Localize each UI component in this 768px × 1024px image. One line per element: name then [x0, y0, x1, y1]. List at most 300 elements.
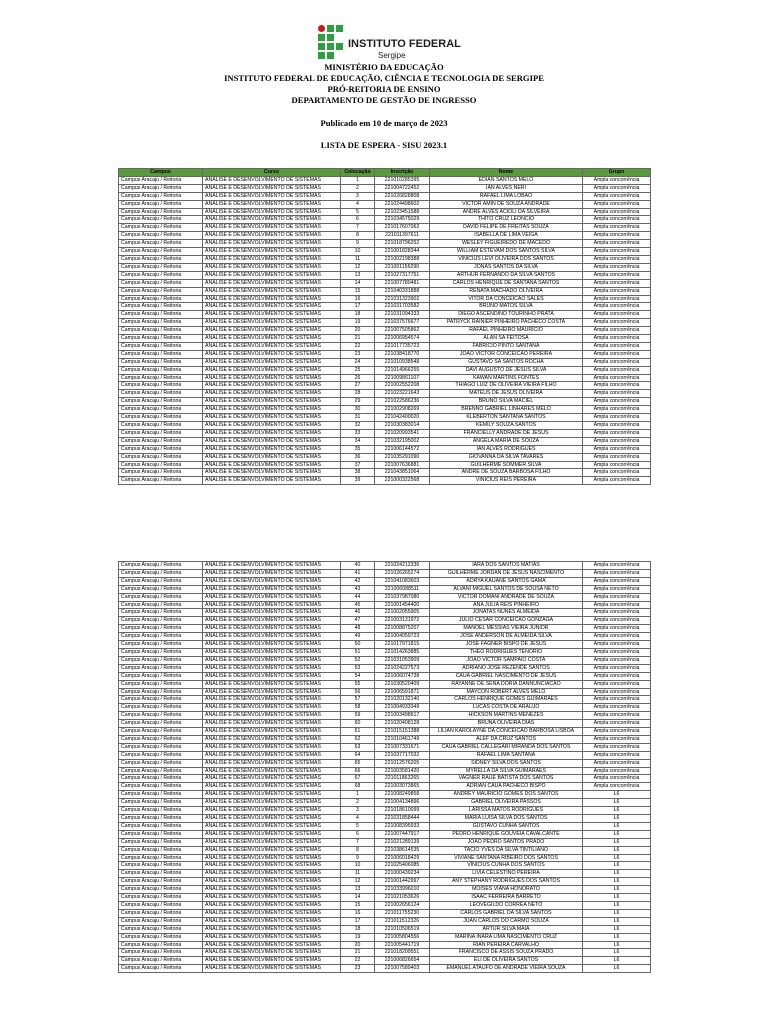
cell-curso: ANÁLISE E DESENVOLVIMENTO DE SISTEMAS — [203, 477, 341, 485]
cell-grupo: L6 — [583, 894, 651, 902]
table-row — [119, 696, 651, 704]
cell-inscricao: 221007331671 — [375, 743, 430, 751]
cell-nome: TACIO YVES DA SILVA TINTILIANO — [430, 846, 583, 854]
cell-grupo: Ampla concorrência — [583, 577, 651, 585]
table-row — [119, 846, 651, 854]
cell-inscricao: 221002908269 — [375, 406, 430, 414]
cell-grupo: Ampla concorrência — [583, 735, 651, 743]
cell-campus: Campus Aracaju / Reitoria — [119, 815, 203, 823]
cell-nome: IAN ALVES NERI — [430, 184, 583, 192]
table-row — [119, 854, 651, 862]
table-row — [119, 759, 651, 767]
cell-curso: ANÁLISE E DESENVOLVIMENTO DE SISTEMAS — [203, 917, 341, 925]
cell-curso: ANÁLISE E DESENVOLVIMENTO DE SISTEMAS — [203, 680, 341, 688]
cell-nome: KLEBERTON SANTANA SANTOS — [430, 414, 583, 422]
table-row — [119, 633, 651, 641]
table-row — [119, 271, 651, 279]
cell-grupo: Ampla concorrência — [583, 382, 651, 390]
table-row — [119, 279, 651, 287]
cell-campus: Campus Aracaju / Reitoria — [119, 759, 203, 767]
table-row — [119, 617, 651, 625]
cell-campus: Campus Aracaju / Reitoria — [119, 704, 203, 712]
cell-grupo: L6 — [583, 807, 651, 815]
cell-nome: BRENNO GABRIEL LINHARES MELO — [430, 406, 583, 414]
cell-colocacao: 17 — [341, 917, 375, 925]
table-row — [119, 807, 651, 815]
cell-grupo: Ampla concorrência — [583, 176, 651, 184]
cell-nome: GUSTAVO CUNHA SANTOS — [430, 822, 583, 830]
table-row — [119, 200, 651, 208]
cell-colocacao: 55 — [341, 680, 375, 688]
cell-grupo: L6 — [583, 822, 651, 830]
cell-nome: IARA DOS SANTOS MATIAS — [430, 562, 583, 570]
cell-inscricao: 221002055905 — [375, 609, 430, 617]
cell-campus: Campus Aracaju / Reitoria — [119, 886, 203, 894]
cell-colocacao: 8 — [341, 232, 375, 240]
cell-curso: ANÁLISE E DESENVOLVIMENTO DE SISTEMAS — [203, 735, 341, 743]
cell-curso: ANÁLISE E DESENVOLVIMENTO DE SISTEMAS — [203, 176, 341, 184]
cell-campus: Campus Aracaju / Reitoria — [119, 965, 203, 973]
table-row — [119, 477, 651, 485]
cell-curso: ANÁLISE E DESENVOLVIMENTO DE SISTEMAS — [203, 633, 341, 641]
cell-nome: THITO CRUZ LEONCIO — [430, 216, 583, 224]
cell-curso: ANÁLISE E DESENVOLVIMENTO DE SISTEMAS — [203, 279, 341, 287]
cell-campus: Campus Aracaju / Reitoria — [119, 862, 203, 870]
cell-nome: MARINA INARA LIMA NASCIMENTO CRUZ — [430, 933, 583, 941]
cell-colocacao: 59 — [341, 712, 375, 720]
cell-grupo: Ampla concorrência — [583, 648, 651, 656]
table-row — [119, 224, 651, 232]
cell-colocacao: 5 — [341, 822, 375, 830]
column-header-nome: Nome — [430, 169, 583, 177]
table-row — [119, 208, 651, 216]
cell-campus: Campus Aracaju / Reitoria — [119, 680, 203, 688]
cell-campus: Campus Aracaju / Reitoria — [119, 192, 203, 200]
table-row — [119, 672, 651, 680]
cell-curso: ANÁLISE E DESENVOLVIMENTO DE SISTEMAS — [203, 862, 341, 870]
cell-inscricao: 221038418770 — [375, 350, 430, 358]
cell-inscricao: 221005804556 — [375, 933, 430, 941]
table-row — [119, 311, 651, 319]
cell-colocacao: 23 — [341, 965, 375, 973]
cell-inscricao: 221008875207 — [375, 625, 430, 633]
cell-nome: LILIAN KAROLAYNE DA CONCEICAO BARBOSA LISBOA — [430, 728, 583, 736]
cell-campus: Campus Aracaju / Reitoria — [119, 303, 203, 311]
cell-nome: GIOVANNA DA SILVA TAVARES — [430, 453, 583, 461]
cell-nome: ADRIANO JOSE REZENDE SANTOS — [430, 664, 583, 672]
cell-curso: ANÁLISE E DESENVOLVIMENTO DE SISTEMAS — [203, 255, 341, 263]
cell-campus: Campus Aracaju / Reitoria — [119, 445, 203, 453]
cell-nome: THEO RODRIGUES TENORIO — [430, 648, 583, 656]
logo-subtitle: Sergipe — [378, 51, 406, 60]
cell-campus: Campus Aracaju / Reitoria — [119, 688, 203, 696]
cell-curso: ANÁLISE E DESENVOLVIMENTO DE SISTEMAS — [203, 664, 341, 672]
cell-inscricao: 221011863265 — [375, 775, 430, 783]
cell-curso: ANÁLISE E DESENVOLVIMENTO DE SISTEMAS — [203, 617, 341, 625]
cell-grupo: Ampla concorrência — [583, 295, 651, 303]
cell-grupo: Ampla concorrência — [583, 712, 651, 720]
cell-inscricao: 221024498602 — [375, 200, 430, 208]
cell-curso: ANÁLISE E DESENVOLVIMENTO DE SISTEMAS — [203, 625, 341, 633]
cell-grupo: Ampla concorrência — [583, 398, 651, 406]
cell-inscricao: 221038614535 — [375, 846, 430, 854]
cell-campus: Campus Aracaju / Reitoria — [119, 263, 203, 271]
table-row — [119, 342, 651, 350]
cell-inscricao: 221042400020 — [375, 414, 430, 422]
cell-colocacao: 61 — [341, 728, 375, 736]
table-row — [119, 287, 651, 295]
cell-colocacao: 63 — [341, 743, 375, 751]
cell-nome: JOAO VICTOR CONCEICAO PEREIRA — [430, 350, 583, 358]
cell-nome: ISABELLA DE LIMA VEIGA — [430, 232, 583, 240]
cell-nome: VINICIUS LEVI OLIVEIRA DOS SANTOS — [430, 255, 583, 263]
cell-colocacao: 48 — [341, 625, 375, 633]
cell-nome: ANGELA MARIA DE SOUZA — [430, 437, 583, 445]
table-row — [119, 366, 651, 374]
cell-inscricao: 221041083603 — [375, 577, 430, 585]
cell-grupo: L6 — [583, 917, 651, 925]
cell-campus: Campus Aracaju / Reitoria — [119, 878, 203, 886]
cell-campus: Campus Aracaju / Reitoria — [119, 751, 203, 759]
cell-nome: JONAS SANTOS DA SILVA — [430, 263, 583, 271]
cell-nome: WESLEY FIGUEIREDO DE MACEDO — [430, 240, 583, 248]
table-row — [119, 335, 651, 343]
cell-inscricao: 221006591871 — [375, 688, 430, 696]
cell-curso: ANÁLISE E DESENVOLVIMENTO DE SISTEMAS — [203, 224, 341, 232]
cell-curso: ANÁLISE E DESENVOLVIMENTO DE SISTEMAS — [203, 327, 341, 335]
cell-campus: Campus Aracaju / Reitoria — [119, 894, 203, 902]
waiting-list-table-2 — [118, 561, 651, 973]
cell-nome: ANDREY MAURICIO GOMES DOS SANTOS — [430, 791, 583, 799]
table-row — [119, 429, 651, 437]
cell-inscricao: 221011397611 — [375, 232, 430, 240]
cell-nome: LARISSA MATOS RODRIGUES — [430, 807, 583, 815]
cell-colocacao: 21 — [341, 949, 375, 957]
cell-colocacao: 13 — [341, 886, 375, 894]
cell-campus: Campus Aracaju / Reitoria — [119, 633, 203, 641]
cell-colocacao: 31 — [341, 414, 375, 422]
table-row — [119, 445, 651, 453]
cell-nome: ALVANI MIGUEL SANTOS DE SOUSA NETO — [430, 585, 583, 593]
publication-date: Publicado em 10 de março de 2023 — [320, 118, 448, 128]
table-row — [119, 601, 651, 609]
cell-inscricao: 221032195002 — [375, 437, 430, 445]
cell-grupo: Ampla concorrência — [583, 641, 651, 649]
cell-grupo: Ampla concorrência — [583, 759, 651, 767]
table-row — [119, 712, 651, 720]
cell-colocacao: 44 — [341, 593, 375, 601]
cell-campus: Campus Aracaju / Reitoria — [119, 846, 203, 854]
cell-curso: ANÁLISE E DESENVOLVIMENTO DE SISTEMAS — [203, 791, 341, 799]
cell-nome: CAUA GABRIEL NASCIMENTO DE JESUS — [430, 672, 583, 680]
cell-colocacao: 25 — [341, 366, 375, 374]
logo-title: INSTITUTO FEDERAL — [348, 38, 461, 50]
cell-inscricao: 221000439234 — [375, 870, 430, 878]
cell-nome: JULIO CESAR CONCEICAO GONZAGA — [430, 617, 583, 625]
waiting-list-table-1 — [118, 168, 651, 485]
table-row — [119, 453, 651, 461]
cell-curso: ANÁLISE E DESENVOLVIMENTO DE SISTEMAS — [203, 783, 341, 791]
cell-curso: ANÁLISE E DESENVOLVIMENTO DE SISTEMAS — [203, 894, 341, 902]
cell-curso: ANÁLISE E DESENVOLVIMENTO DE SISTEMAS — [203, 854, 341, 862]
cell-nome: CARLOS GABRIEL DA SILVA SANTOS — [430, 909, 583, 917]
table-row — [119, 390, 651, 398]
cell-inscricao: 221017971815 — [375, 641, 430, 649]
cell-campus: Campus Aracaju / Reitoria — [119, 743, 203, 751]
cell-inscricao: 221006018429 — [375, 854, 430, 862]
cell-curso: ANÁLISE E DESENVOLVIMENTO DE SISTEMAS — [203, 350, 341, 358]
cell-grupo: Ampla concorrência — [583, 680, 651, 688]
cell-colocacao: 15 — [341, 901, 375, 909]
cell-inscricao: 221031053909 — [375, 656, 430, 664]
cell-nome: RENATA MACHADO OLIVEIRA — [430, 287, 583, 295]
cell-nome: DAVID FELIPE DE FREITAS SOUZA — [430, 224, 583, 232]
table-row — [119, 894, 651, 902]
table-row — [119, 327, 651, 335]
cell-nome: GUILHERME JORDAN DE JESUS NASCIMENTO — [430, 569, 583, 577]
cell-curso: ANÁLISE E DESENVOLVIMENTO DE SISTEMAS — [203, 569, 341, 577]
cell-inscricao: 221031323902 — [375, 295, 430, 303]
cell-curso: ANÁLISE E DESENVOLVIMENTO DE SISTEMAS — [203, 696, 341, 704]
cell-curso: ANÁLISE E DESENVOLVIMENTO DE SISTEMAS — [203, 366, 341, 374]
cell-campus: Campus Aracaju / Reitoria — [119, 925, 203, 933]
cell-grupo: Ampla concorrência — [583, 562, 651, 570]
cell-grupo: L6 — [583, 862, 651, 870]
cell-grupo: Ampla concorrência — [583, 390, 651, 398]
cell-colocacao: 21 — [341, 335, 375, 343]
cell-nome: RAFAEL PINHEIRO MAURICIO — [430, 327, 583, 335]
cell-colocacao: 6 — [341, 830, 375, 838]
table-row — [119, 577, 651, 585]
cell-inscricao: 221026828808 — [375, 192, 430, 200]
cell-colocacao: 14 — [341, 279, 375, 287]
cell-colocacao: 16 — [341, 295, 375, 303]
cell-campus: Campus Aracaju / Reitoria — [119, 696, 203, 704]
cell-nome: WILLIAM ESTEVAM DOS SANTOS SILVA — [430, 248, 583, 256]
cell-inscricao: 221006954574 — [375, 335, 430, 343]
cell-inscricao: 221004933349 — [375, 704, 430, 712]
cell-grupo: Ampla concorrência — [583, 240, 651, 248]
cell-campus: Campus Aracaju / Reitoria — [119, 390, 203, 398]
cell-grupo: Ampla concorrência — [583, 728, 651, 736]
cell-colocacao: 10 — [341, 862, 375, 870]
table-row — [119, 656, 651, 664]
cell-curso: ANÁLISE E DESENVOLVIMENTO DE SISTEMAS — [203, 807, 341, 815]
cell-grupo: Ampla concorrência — [583, 192, 651, 200]
cell-colocacao: 64 — [341, 751, 375, 759]
column-header-curso: Curso — [203, 169, 341, 177]
cell-grupo: Ampla concorrência — [583, 477, 651, 485]
cell-inscricao: 221008249858 — [375, 791, 430, 799]
table-row — [119, 775, 651, 783]
table-row — [119, 437, 651, 445]
column-header-grupo: Grupo — [583, 169, 651, 177]
cell-campus: Campus Aracaju / Reitoria — [119, 917, 203, 925]
cell-colocacao: 52 — [341, 656, 375, 664]
cell-curso: ANÁLISE E DESENVOLVIMENTO DE SISTEMAS — [203, 422, 341, 430]
cell-nome: JOSE FAGNER BISPO DE JESUS — [430, 641, 583, 649]
cell-nome: ANY STEPHANY RODRIGUES DOS SANTOS — [430, 878, 583, 886]
cell-grupo: Ampla concorrência — [583, 751, 651, 759]
cell-campus: Campus Aracaju / Reitoria — [119, 767, 203, 775]
column-header-colocacao: Colocação — [341, 169, 375, 177]
cell-campus: Campus Aracaju / Reitoria — [119, 232, 203, 240]
table-row — [119, 648, 651, 656]
rectory-line: PRÓ-REITORIA DE ENSINO — [327, 84, 441, 94]
cell-grupo: Ampla concorrência — [583, 688, 651, 696]
table-row — [119, 909, 651, 917]
cell-inscricao: 221035291090 — [375, 453, 430, 461]
cell-campus: Campus Aracaju / Reitoria — [119, 398, 203, 406]
cell-inscricao: 221024227573 — [375, 664, 430, 672]
cell-inscricao: 221002198388 — [375, 255, 430, 263]
cell-campus: Campus Aracaju / Reitoria — [119, 477, 203, 485]
table-row — [119, 295, 651, 303]
cell-grupo: L6 — [583, 941, 651, 949]
cell-grupo: L6 — [583, 815, 651, 823]
cell-inscricao: 221017735723 — [375, 342, 430, 350]
cell-inscricao: 221030383014 — [375, 422, 430, 430]
cell-grupo: Ampla concorrência — [583, 224, 651, 232]
table-row — [119, 358, 651, 366]
cell-curso: ANÁLISE E DESENVOLVIMENTO DE SISTEMAS — [203, 429, 341, 437]
cell-colocacao: 24 — [341, 358, 375, 366]
cell-colocacao: 26 — [341, 374, 375, 382]
cell-campus: Campus Aracaju / Reitoria — [119, 933, 203, 941]
table-row — [119, 751, 651, 759]
cell-colocacao: 38 — [341, 469, 375, 477]
table-row — [119, 791, 651, 799]
cell-nome: RAFAEL LIMA LOBAO — [430, 192, 583, 200]
cell-colocacao: 66 — [341, 767, 375, 775]
cell-nome: EMANUEL ATAUFO DE ANDRADE VIEIRA SOUZA — [430, 965, 583, 973]
cell-grupo: Ampla concorrência — [583, 696, 651, 704]
cell-campus: Campus Aracaju / Reitoria — [119, 429, 203, 437]
cell-grupo: Ampla concorrência — [583, 374, 651, 382]
cell-nome: MAYCON ROBERT ALVES MELO — [430, 688, 583, 696]
cell-inscricao: 221033996010 — [375, 886, 430, 894]
cell-grupo: L6 — [583, 949, 651, 957]
cell-inscricao: 221037987080 — [375, 593, 430, 601]
table-row — [119, 350, 651, 358]
cell-colocacao: 12 — [341, 263, 375, 271]
table-row — [119, 406, 651, 414]
cell-nome: MYRELLA DA SILVA GUIMARAES — [430, 767, 583, 775]
cell-nome: CAUA GABRIEL CALLEGARI MIRANDA DOS SANTOS — [430, 743, 583, 751]
cell-campus: Campus Aracaju / Reitoria — [119, 854, 203, 862]
cell-curso: ANÁLISE E DESENVOLVIMENTO DE SISTEMAS — [203, 688, 341, 696]
cell-colocacao: 30 — [341, 406, 375, 414]
cell-nome: PATRYCK RAINIER PINHEIRO PACHECO COSTA — [430, 319, 583, 327]
cell-curso: ANÁLISE E DESENVOLVIMENTO DE SISTEMAS — [203, 759, 341, 767]
cell-curso: ANÁLISE E DESENVOLVIMENTO DE SISTEMAS — [203, 303, 341, 311]
cell-inscricao: 221007589403 — [375, 965, 430, 973]
table-row — [119, 192, 651, 200]
cell-campus: Campus Aracaju / Reitoria — [119, 791, 203, 799]
cell-inscricao: 221031858444 — [375, 815, 430, 823]
cell-curso: ANÁLISE E DESENVOLVIMENTO DE SISTEMAS — [203, 941, 341, 949]
cell-grupo: Ampla concorrência — [583, 414, 651, 422]
cell-colocacao: 58 — [341, 704, 375, 712]
cell-grupo: Ampla concorrência — [583, 664, 651, 672]
cell-campus: Campus Aracaju / Reitoria — [119, 240, 203, 248]
cell-grupo: Ampla concorrência — [583, 358, 651, 366]
cell-curso: ANÁLISE E DESENVOLVIMENTO DE SISTEMAS — [203, 799, 341, 807]
table-row — [119, 720, 651, 728]
cell-campus: Campus Aracaju / Reitoria — [119, 382, 203, 390]
cell-inscricao: 221004722452 — [375, 184, 430, 192]
cell-curso: ANÁLISE E DESENVOLVIMENTO DE SISTEMAS — [203, 957, 341, 965]
cell-colocacao: 1 — [341, 791, 375, 799]
cell-nome: EDIAN SANTOS MELO — [430, 176, 583, 184]
cell-campus: Campus Aracaju / Reitoria — [119, 648, 203, 656]
cell-nome: LUCAS COSTA DE ARAUJO — [430, 704, 583, 712]
cell-nome: ANDRE DE SOUZA BARBOSA FILHO — [430, 469, 583, 477]
cell-colocacao: 2 — [341, 799, 375, 807]
cell-colocacao: 51 — [341, 648, 375, 656]
cell-colocacao: 57 — [341, 696, 375, 704]
table-row — [119, 593, 651, 601]
table-row — [119, 263, 651, 271]
table-row — [119, 783, 651, 791]
cell-campus: Campus Aracaju / Reitoria — [119, 775, 203, 783]
cell-inscricao: 221020408128 — [375, 720, 430, 728]
cell-grupo: Ampla concorrência — [583, 216, 651, 224]
table-header-row — [119, 169, 651, 177]
cell-nome: ALAN SA FEITOSA — [430, 335, 583, 343]
table-row — [119, 569, 651, 577]
cell-curso: ANÁLISE E DESENVOLVIMENTO DE SISTEMAS — [203, 641, 341, 649]
cell-campus: Campus Aracaju / Reitoria — [119, 735, 203, 743]
cell-inscricao: 221017607062 — [375, 224, 430, 232]
cell-nome: MATEUS DE JESUS OLIVEIRA — [430, 390, 583, 398]
cell-grupo: Ampla concorrência — [583, 208, 651, 216]
table-row — [119, 641, 651, 649]
cell-campus: Campus Aracaju / Reitoria — [119, 422, 203, 430]
cell-nome: ARTUR SILVA MAIA — [430, 925, 583, 933]
cell-colocacao: 47 — [341, 617, 375, 625]
cell-colocacao: 11 — [341, 255, 375, 263]
cell-campus: Campus Aracaju / Reitoria — [119, 350, 203, 358]
cell-campus: Campus Aracaju / Reitoria — [119, 248, 203, 256]
cell-inscricao: 221040331888 — [375, 287, 430, 295]
cell-curso: ANÁLISE E DESENVOLVIMENTO DE SISTEMAS — [203, 453, 341, 461]
cell-campus: Campus Aracaju / Reitoria — [119, 216, 203, 224]
cell-nome: CARLOS HENRIQUE DE SANTANA SANTOS — [430, 279, 583, 287]
cell-inscricao: 221001454400 — [375, 601, 430, 609]
cell-campus: Campus Aracaju / Reitoria — [119, 287, 203, 295]
institute-line: INSTITUTO FEDERAL DE EDUCAÇÃO, CIÊNCIA E TECNOLOGIA DE SERGIPE — [224, 73, 544, 83]
cell-campus: Campus Aracaju / Reitoria — [119, 562, 203, 570]
cell-inscricao: 221010285395 — [375, 176, 430, 184]
cell-inscricao: 221006074738 — [375, 672, 430, 680]
table-row — [119, 862, 651, 870]
cell-nome: GABRIEL OLIVEIRA PASSOS — [430, 799, 583, 807]
table-row — [119, 878, 651, 886]
cell-nome: IAN ALVES RODRIGUES — [430, 445, 583, 453]
cell-nome: KEMILY SOUZA SANTOS — [430, 422, 583, 430]
cell-campus: Campus Aracaju / Reitoria — [119, 838, 203, 846]
cell-grupo: L6 — [583, 878, 651, 886]
cell-campus: Campus Aracaju / Reitoria — [119, 461, 203, 469]
cell-grupo: Ampla concorrência — [583, 569, 651, 577]
cell-nome: JOSE ANDERSON DE ALMEIDA SILVA — [430, 633, 583, 641]
cell-nome: VAGNER RAUE BATISTA DOS SANTOS — [430, 775, 583, 783]
cell-curso: ANÁLISE E DESENVOLVIMENTO DE SISTEMAS — [203, 593, 341, 601]
cell-nome: HICKSON MARTINS MENEZES — [430, 712, 583, 720]
cell-nome: DAVI AUGUSTO DE JESUS SILVA — [430, 366, 583, 374]
cell-grupo: L6 — [583, 933, 651, 941]
